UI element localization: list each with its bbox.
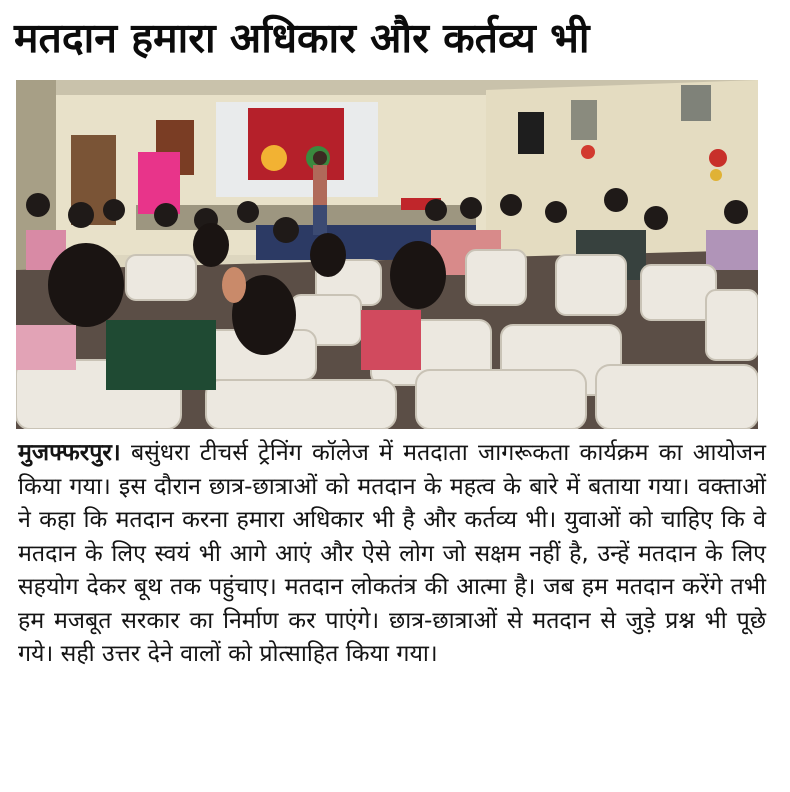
headline: मतदान हमारा अधिकार और कर्तव्य भी	[14, 14, 590, 62]
article-body: बसुंधरा टीचर्स ट्रेनिंग कॉलेज में मतदाता जागरूकता कार्यक्रम का आयोजन किया गया। इस दौरान छात्र-छात्राओं को मतदान के महत्व के बारे में बताया गया। वक्ताओं ने कहा कि मतदान करना हमारा अधिकार भी है और कर्तव्य भी। युवाओं को चाहिए कि वे मतदान के लिए स्वयं भी आगे आएं और ऐसे लोग जो सक्षम नहीं है, उन्हें मतदान के लिए सहयोग देकर बूथ तक पहुंचाए। मतदान लोकतंत्र की आत्मा है। जब हम मतदान करेंगे तभी हम मजबूत सरकार का निर्माण कर पाएंगे। छात्र-छात्राओं से मतदान से जुड़े प्रश्न भी पूछे गये। सही उत्तर देने वालों को प्रोत्साहित किया गया।	[18, 439, 766, 667]
dateline: मुजफ्फरपुर।	[18, 439, 121, 466]
article-text	[18, 436, 766, 671]
news-photo	[16, 80, 758, 429]
